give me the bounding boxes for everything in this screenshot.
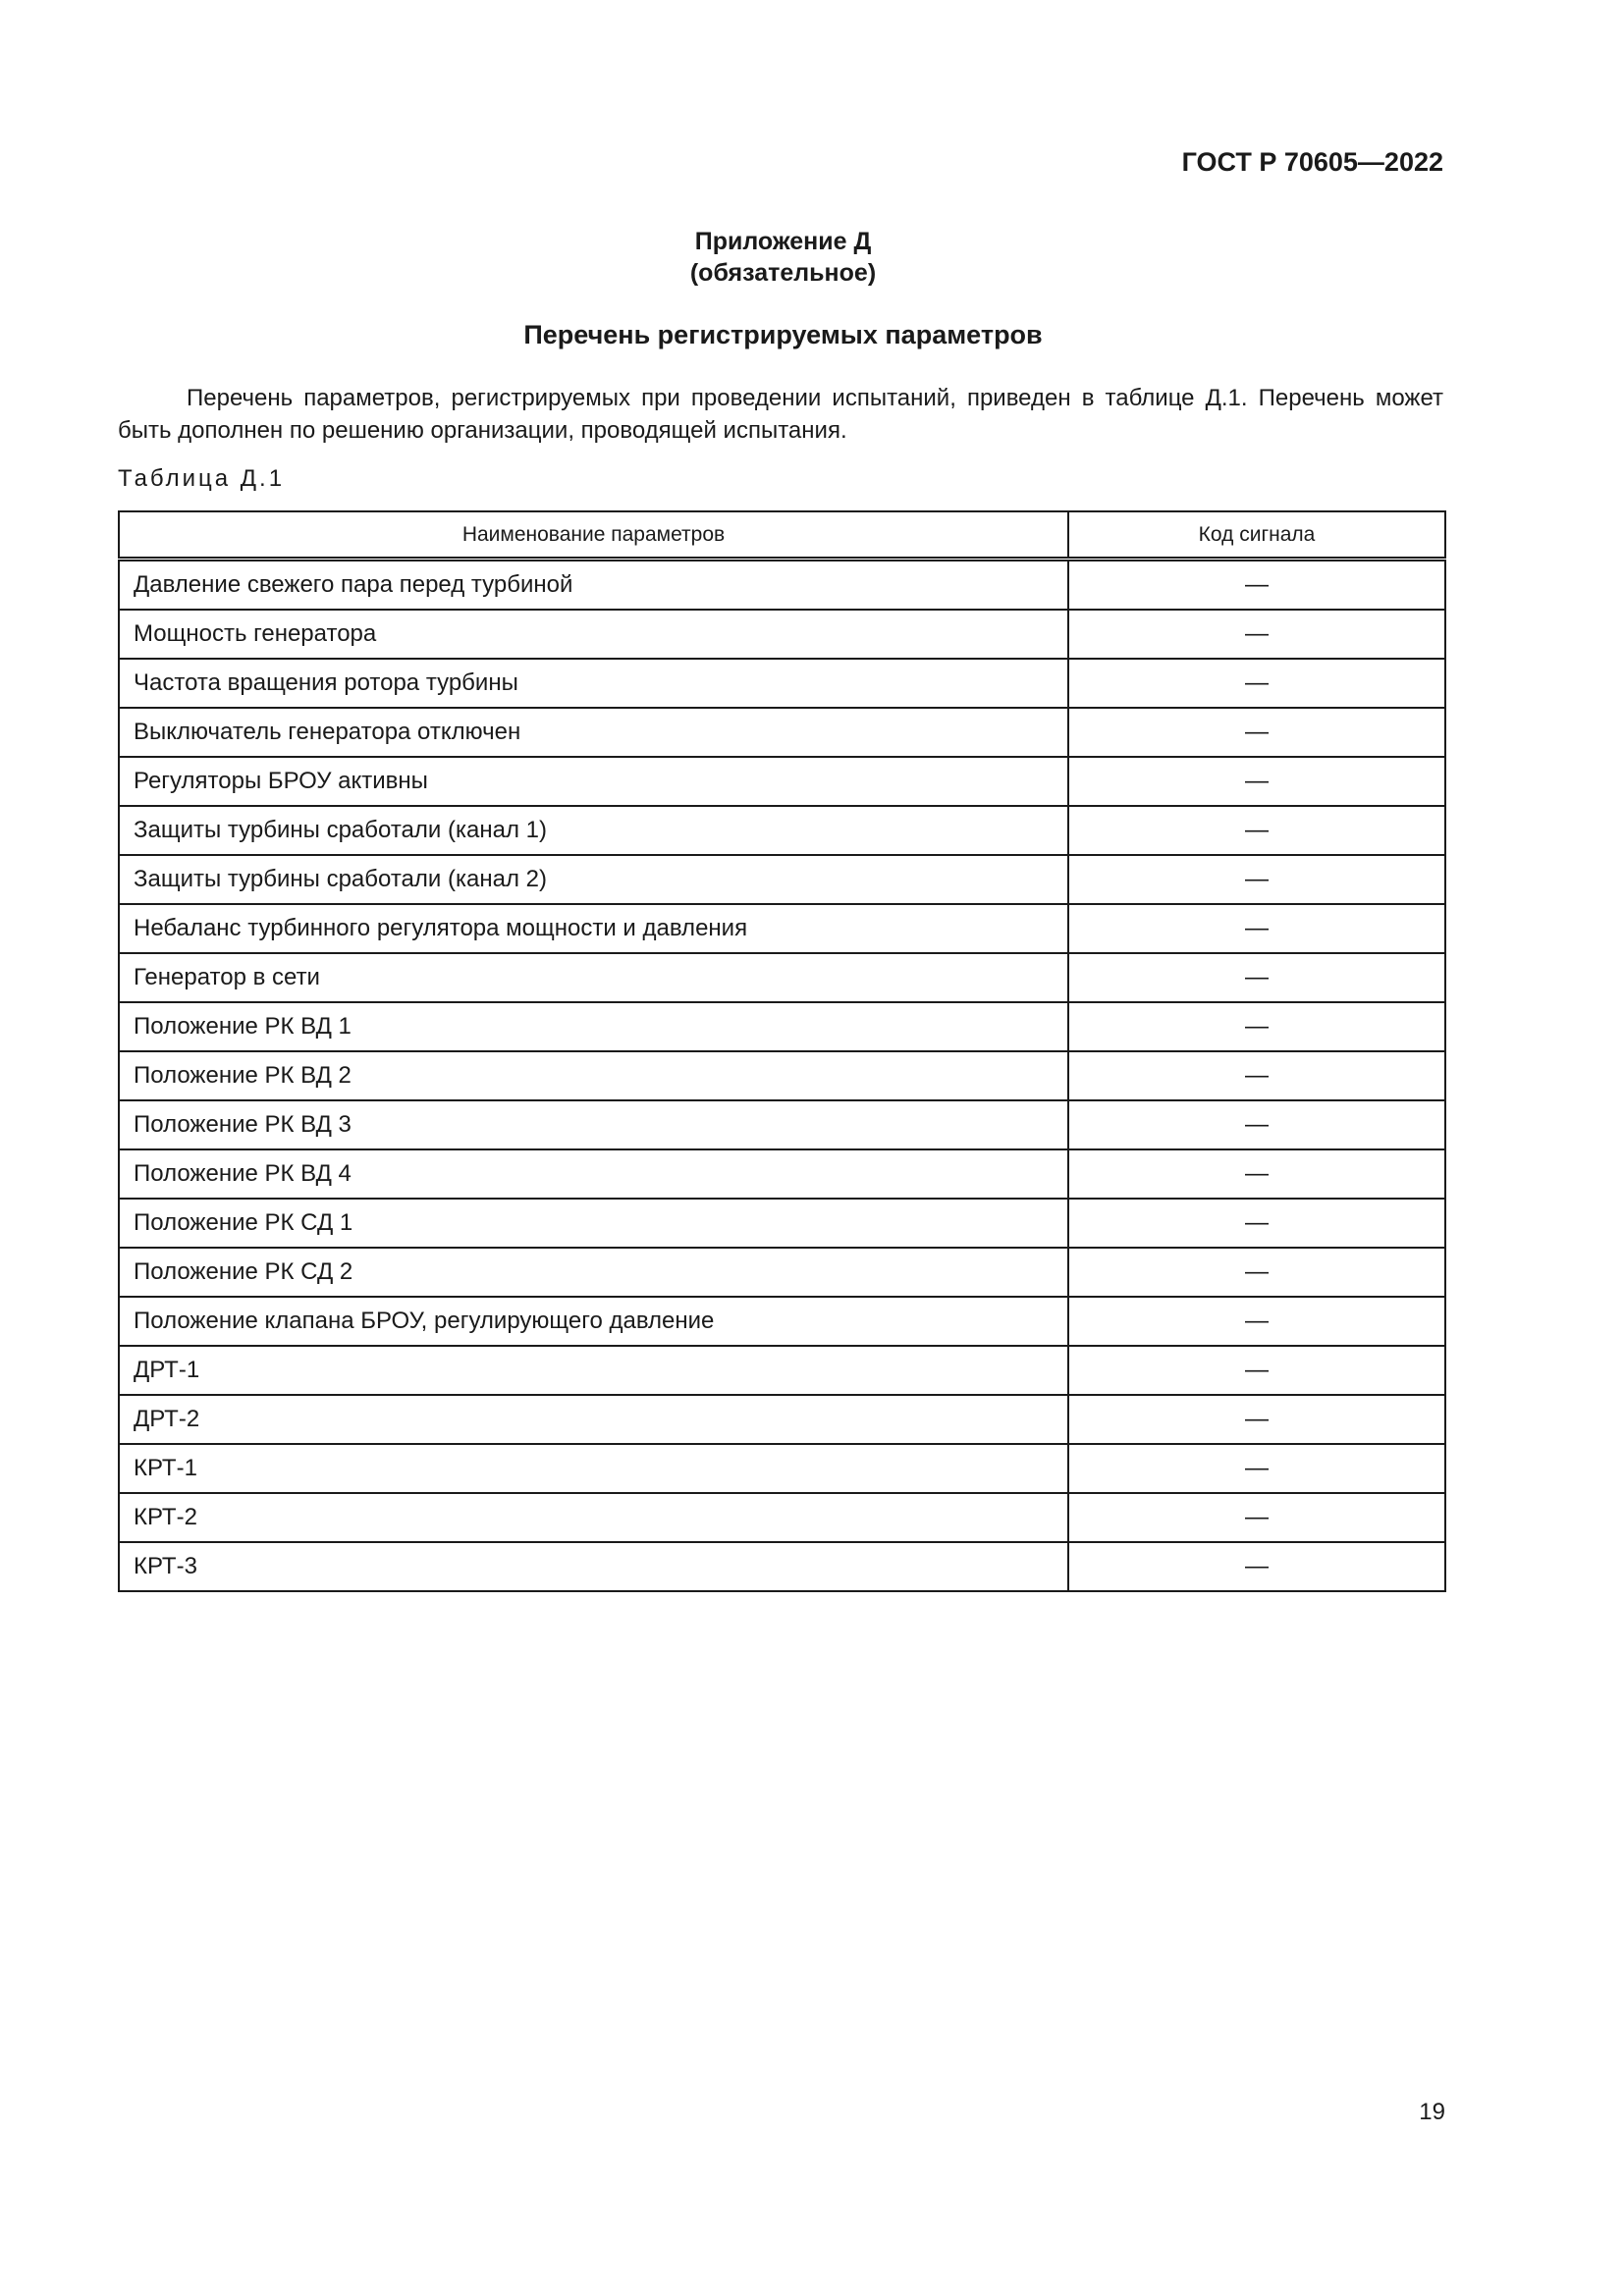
- parameter-name-cell: Положение РК СД 1: [119, 1199, 1068, 1248]
- parameter-name-cell: ДРТ-2: [119, 1395, 1068, 1444]
- table-row: [119, 610, 1445, 659]
- parameter-name-cell: Положение клапана БРОУ, регулирующего давление: [119, 1297, 1068, 1346]
- parameter-name-cell: КРТ-3: [119, 1542, 1068, 1591]
- table-row: [119, 1493, 1445, 1542]
- annex-heading: [0, 226, 1566, 289]
- table-header-row: [119, 511, 1445, 560]
- signal-code-cell: —: [1068, 1199, 1445, 1248]
- parameter-name-cell: Мощность генератора: [119, 610, 1068, 659]
- signal-code-cell: —: [1068, 659, 1445, 708]
- section-title: Перечень регистрируемых параметров: [523, 320, 1043, 349]
- table-row: [119, 659, 1445, 708]
- table-row: [119, 708, 1445, 757]
- intro-paragraph: Перечень параметров, регистрируемых при проведении испытаний, приведен в таблице Д.1. Перечень может быть дополнен по решению организации, проводящей испытания.: [118, 385, 1443, 444]
- table-row: [119, 1395, 1445, 1444]
- signal-code-cell: —: [1068, 1395, 1445, 1444]
- parameter-name-cell: Выключатель генератора отключен: [119, 708, 1068, 757]
- signal-code-cell: —: [1068, 855, 1445, 904]
- document-code: ГОСТ Р 70605—2022: [1181, 147, 1443, 177]
- parameter-name-cell: Небаланс турбинного регулятора мощности и давления: [119, 904, 1068, 953]
- signal-code-cell: —: [1068, 560, 1445, 611]
- table-row: [119, 1199, 1445, 1248]
- signal-code-cell: —: [1068, 1051, 1445, 1100]
- signal-code-cell: —: [1068, 904, 1445, 953]
- signal-code-cell: —: [1068, 610, 1445, 659]
- signal-code-cell: —: [1068, 1248, 1445, 1297]
- signal-code-cell: —: [1068, 1149, 1445, 1199]
- signal-code-cell: —: [1068, 1542, 1445, 1591]
- table-row: [119, 1100, 1445, 1149]
- parameter-name-cell: Регуляторы БРОУ активны: [119, 757, 1068, 806]
- signal-code-cell: —: [1068, 1346, 1445, 1395]
- table-row: [119, 1444, 1445, 1493]
- parameter-name-cell: Защиты турбины сработали (канал 2): [119, 855, 1068, 904]
- parameter-name-cell: Положение РК ВД 1: [119, 1002, 1068, 1051]
- table-row: [119, 1149, 1445, 1199]
- signal-code-cell: —: [1068, 953, 1445, 1002]
- header-parameter-name: Наименование параметров: [119, 511, 1068, 560]
- parameter-name-cell: Частота вращения ротора турбины: [119, 659, 1068, 708]
- signal-code-cell: —: [1068, 757, 1445, 806]
- parameter-name-cell: Защиты турбины сработали (канал 1): [119, 806, 1068, 855]
- parameter-name-cell: Давление свежего пара перед турбиной: [119, 560, 1068, 611]
- parameter-name-cell: КРТ-2: [119, 1493, 1068, 1542]
- page-number: 19: [1419, 2099, 1445, 2125]
- table-row: [119, 757, 1445, 806]
- signal-code-cell: —: [1068, 1297, 1445, 1346]
- table-row: [119, 560, 1445, 611]
- signal-code-cell: —: [1068, 1493, 1445, 1542]
- table-row: [119, 855, 1445, 904]
- table-row: [119, 1051, 1445, 1100]
- parameter-name-cell: ДРТ-1: [119, 1346, 1068, 1395]
- annex-status: (обязательное): [689, 259, 877, 287]
- table-row: [119, 1002, 1445, 1051]
- signal-code-cell: —: [1068, 1100, 1445, 1149]
- table-row: [119, 1248, 1445, 1297]
- parameter-name-cell: Положение РК ВД 3: [119, 1100, 1068, 1149]
- signal-code-cell: —: [1068, 806, 1445, 855]
- signal-code-cell: —: [1068, 708, 1445, 757]
- table-row: [119, 953, 1445, 1002]
- signal-code-cell: —: [1068, 1002, 1445, 1051]
- annex-title: Приложение Д: [694, 228, 872, 255]
- parameter-name-cell: Положение РК ВД 2: [119, 1051, 1068, 1100]
- header-signal-code: Код сигнала: [1068, 511, 1445, 560]
- table-row: [119, 1346, 1445, 1395]
- parameter-name-cell: Положение РК СД 2: [119, 1248, 1068, 1297]
- table-row: [119, 1297, 1445, 1346]
- signal-code-cell: —: [1068, 1444, 1445, 1493]
- parameters-table: [118, 510, 1446, 1592]
- table-caption: Таблица Д.1: [118, 465, 286, 492]
- parameter-name-cell: Положение РК ВД 4: [119, 1149, 1068, 1199]
- parameter-name-cell: КРТ-1: [119, 1444, 1068, 1493]
- table-row: [119, 1542, 1445, 1591]
- table-row: [119, 904, 1445, 953]
- table-row: [119, 806, 1445, 855]
- parameter-name-cell: Генератор в сети: [119, 953, 1068, 1002]
- table-body: [119, 560, 1445, 1592]
